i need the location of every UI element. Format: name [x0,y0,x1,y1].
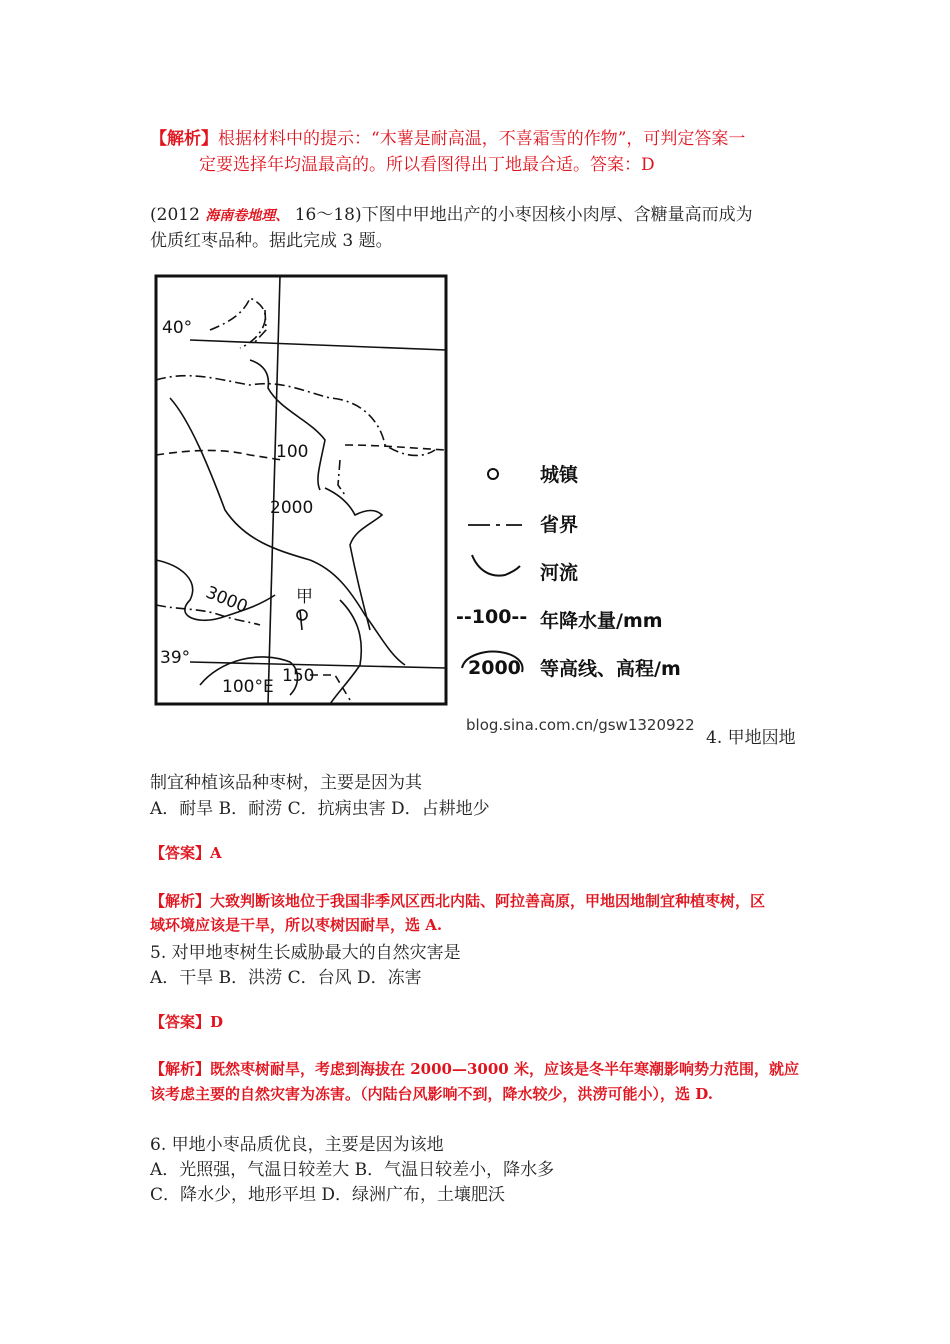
analysis-1-text: 根据材料中的提示：“木薯是耐高温，不喜霜雪的作物”，可判定答案一 [218,129,746,149]
town-label: 甲 [296,587,313,607]
legend-province-label: 省界 [540,514,579,536]
lon-100-label: 100°E [222,677,274,697]
river-branch [330,600,361,704]
q6-options-line-1: A．光照强，气温日较差大 B．气温日较差小，降水多 [150,1160,555,1180]
legend-contour-label: 等高线、高程/m [540,658,681,680]
q5-analysis-line-2: 该考虑主要的自然灾害为冻害。（内陆台风影响不到，降水较少，洪涝可能小），选 D. [150,1085,713,1103]
town-circle [297,610,307,620]
legend-contour-sample: 2000 [468,657,521,679]
analysis-tag: 【解析】 [150,129,218,149]
q5-answer: 【答案】D [150,1013,224,1031]
legend-river-symbol [472,555,520,576]
q6-options-line-2: C．降水少，地形平坦 D．绿洲广布，土壤肥沃 [150,1185,506,1205]
longitude-100-line [268,276,280,704]
q6-stem: 6. 甲地小枣品质优良，主要是因为该地 [150,1135,444,1155]
legend-town-label: 城镇 [540,464,579,486]
q5-analysis-line-1: 【解析】既然枣树耐旱，考虑到海拔在 2000—3000 米，应该是冬半年寒潮影响势力范围，就应 [150,1060,799,1078]
precip-line-100-b [345,445,446,450]
precip-line-100-a [156,450,285,460]
contour-upper [250,360,325,490]
province-boundary-4 [338,460,345,495]
analysis-1-line-1 [150,124,745,149]
q4-options: A．耐旱 B．耐涝 C．抗病虫害 D．占耕地少 [150,799,490,819]
intro-rest: 16～18)下图中甲地出产的小枣因核小肉厚、含糖量高而成为 [289,205,753,225]
intro-source: 海南卷地理、 [205,208,290,224]
intro-line-2: 优质红枣品种。据此完成 3 题。 [150,231,393,251]
q4-stem: 制宜种植该品种枣树，主要是因为其 [150,773,422,793]
q5-options: A．干旱 B．洪涝 C．台风 D．冻害 [150,968,422,988]
map-figure [150,270,710,740]
legend-precip-sample: --100-- [456,606,528,628]
analysis-1-line-2: 定要选择年均温最高的。所以看图得出丁地最合适。答案：D [199,155,655,175]
lat-40-label: 40° [162,318,193,338]
q5-stem: 5. 对甲地枣树生长威胁最大的自然灾害是 [150,943,461,963]
contour-2000-label: 2000 [270,498,314,518]
q4-analysis-line-2: 域环境应该是干旱，所以枣树因耐旱，选 A. [150,916,443,934]
contour-3000-label: 3000 [202,582,251,618]
latitude-40-line [190,340,446,350]
legend-river-label: 河流 [540,562,579,584]
precip-100-label: 100 [276,442,309,462]
latitude-39-line [190,662,446,668]
q4-analysis-line-1: 【解析】大致判断该地位于我国非季风区西北内陆、阿拉善高原，甲地因地制宜种植枣树，区 [150,892,766,910]
intro-line-1 [150,200,753,225]
intro-prefix: (2012 [150,205,206,225]
precip-line-150 [310,675,350,700]
legend-precip-label: 年降水量/mm [540,610,663,632]
lat-39-label: 39° [160,648,191,668]
precip-150-label: 150 [282,666,315,686]
q4-lead: 4. 甲地因地 [706,728,796,748]
q4-answer: 【答案】A [150,844,222,862]
contour-2000 [170,398,405,665]
watermark: blog.sina.com.cn/gsw1320922 [466,716,695,734]
legend-town-symbol [488,469,498,479]
river-main [325,488,382,630]
